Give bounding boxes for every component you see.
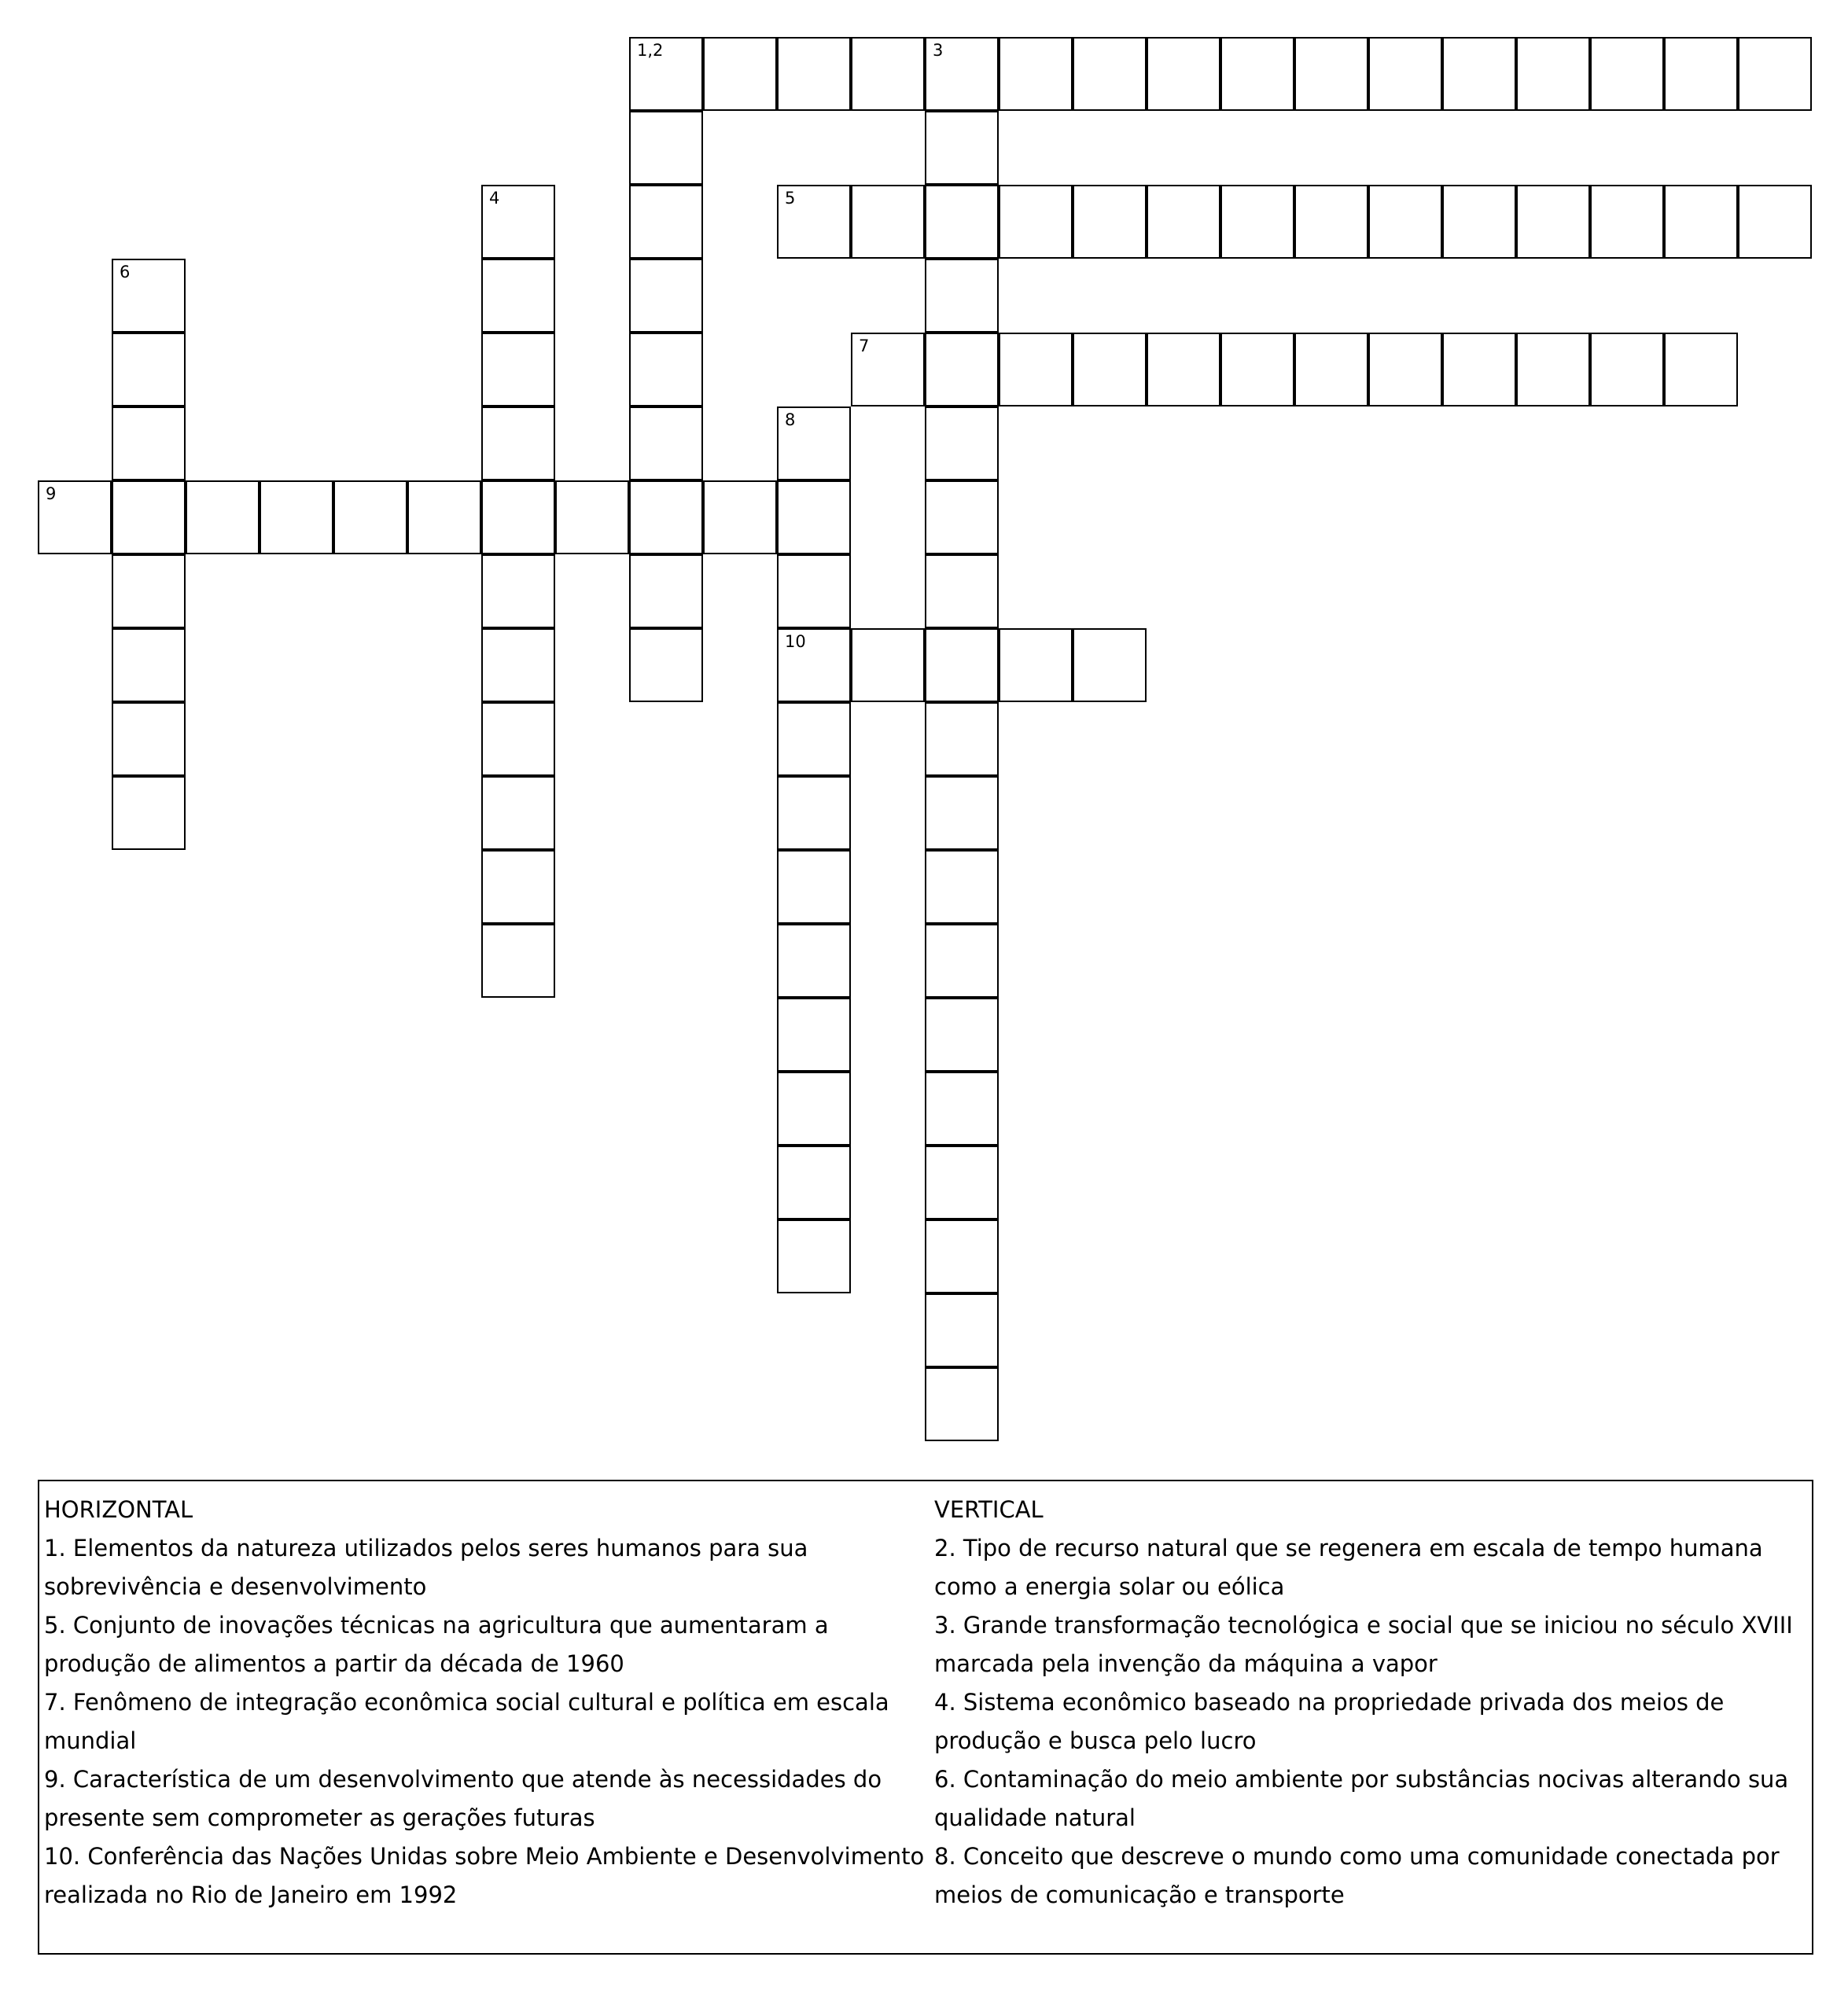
grid-cell[interactable] [1664, 333, 1738, 406]
grid-cell[interactable] [777, 1072, 851, 1146]
clue-number: 8 [785, 410, 796, 429]
grid-cell[interactable] [481, 259, 555, 333]
grid-cell[interactable] [629, 185, 703, 259]
grid-cell[interactable] [1294, 185, 1368, 259]
horizontal-title: HORIZONTAL [44, 1496, 193, 1523]
grid-cell[interactable] [112, 480, 186, 554]
grid-cell[interactable] [925, 480, 999, 554]
grid-cell[interactable] [1368, 185, 1442, 259]
grid-cell[interactable] [1368, 333, 1442, 406]
grid-cell[interactable] [1147, 185, 1220, 259]
grid-cell[interactable] [481, 185, 555, 259]
grid-cell[interactable] [777, 776, 851, 850]
grid-cell[interactable] [851, 37, 925, 111]
grid-cell[interactable] [1664, 37, 1738, 111]
grid-cell[interactable] [1147, 333, 1220, 406]
clue-vertical-4: 4. Sistema econômico baseado na propriedade privada dos meios de produção e busca pelo lucro [934, 1689, 1725, 1754]
clue-horizontal-1: 1. Elementos da natureza utilizados pelos seres humanos para sua sobrevivência e desenvolvimento [44, 1535, 808, 1600]
grid-cell[interactable] [925, 111, 999, 185]
grid-cell[interactable] [481, 333, 555, 406]
clue-vertical-6: 6. Contaminação do meio ambiente por substâncias nocivas alterando sua qualidade natural [934, 1766, 1789, 1831]
grid-cell[interactable] [777, 554, 851, 628]
grid-cell[interactable] [112, 628, 186, 702]
grid-cell[interactable] [1442, 185, 1516, 259]
grid-cell[interactable] [1073, 37, 1147, 111]
clue-number: 5 [785, 189, 796, 208]
grid-cell[interactable] [999, 333, 1073, 406]
grid-cell[interactable] [629, 480, 703, 554]
clue-number: 9 [46, 484, 57, 503]
grid-cell[interactable] [777, 1219, 851, 1293]
grid-cell[interactable] [112, 406, 186, 480]
grid-cell[interactable] [629, 333, 703, 406]
grid-cell[interactable] [481, 702, 555, 776]
grid-cell[interactable] [1220, 333, 1294, 406]
grid-cell[interactable] [1368, 37, 1442, 111]
clue-number: 3 [933, 41, 944, 60]
grid-cell[interactable] [1073, 185, 1147, 259]
grid-cell[interactable] [777, 702, 851, 776]
clue-vertical-3: 3. Grande transformação tecnológica e social que se iniciou no século XVIII marcada pela invenção da máquina a vapor [934, 1612, 1793, 1677]
grid-cell[interactable] [1664, 185, 1738, 259]
grid-cell[interactable] [629, 628, 703, 702]
grid-cell[interactable] [555, 480, 629, 554]
grid-cell[interactable] [1147, 37, 1220, 111]
grid-cell[interactable] [851, 185, 925, 259]
grid-cell[interactable] [1220, 185, 1294, 259]
grid-cell[interactable] [925, 850, 999, 924]
grid-cell[interactable] [925, 37, 999, 111]
grid-cell[interactable] [1442, 37, 1516, 111]
clue-horizontal-5: 5. Conjunto de inovações técnicas na agricultura que aumentaram a produção de alimentos a partir da década de 1960 [44, 1612, 829, 1677]
grid-cell[interactable] [1738, 37, 1812, 111]
grid-cell[interactable] [629, 554, 703, 628]
grid-cell[interactable] [1590, 37, 1664, 111]
grid-cell[interactable] [38, 480, 112, 554]
grid-cell[interactable] [481, 924, 555, 998]
grid-cell[interactable] [1073, 333, 1147, 406]
grid-cell[interactable] [925, 998, 999, 1072]
grid-cell[interactable] [260, 480, 333, 554]
grid-cell[interactable] [481, 406, 555, 480]
grid-cell[interactable] [777, 480, 851, 554]
grid-cell[interactable] [925, 1146, 999, 1219]
grid-cell[interactable] [925, 406, 999, 480]
grid-cell[interactable] [112, 554, 186, 628]
grid-cell[interactable] [703, 37, 777, 111]
grid-cell[interactable] [925, 333, 999, 406]
grid-cell[interactable] [1590, 333, 1664, 406]
grid-cell[interactable] [1073, 628, 1147, 702]
grid-cell[interactable] [112, 259, 186, 333]
grid-cell[interactable] [851, 628, 925, 702]
grid-cell[interactable] [925, 924, 999, 998]
clue-number: 10 [785, 632, 806, 651]
grid-cell[interactable] [629, 111, 703, 185]
grid-cell[interactable] [777, 185, 851, 259]
grid-cell[interactable] [1442, 333, 1516, 406]
grid-cell[interactable] [851, 333, 925, 406]
grid-cell[interactable] [925, 554, 999, 628]
grid-cell[interactable] [999, 628, 1073, 702]
clue-vertical-2: 2. Tipo de recurso natural que se regenera em escala de tempo humana como a energia solar ou eólica [934, 1535, 1763, 1600]
grid-cell[interactable] [999, 37, 1073, 111]
grid-cell[interactable] [925, 1367, 999, 1441]
grid-cell[interactable] [112, 776, 186, 850]
vertical-title: VERTICAL [934, 1496, 1044, 1523]
grid-cell[interactable] [629, 406, 703, 480]
grid-cell[interactable] [112, 333, 186, 406]
grid-cell[interactable] [1516, 37, 1590, 111]
clue-number: 7 [859, 337, 870, 355]
grid-cell[interactable] [925, 702, 999, 776]
grid-cell[interactable] [186, 480, 260, 554]
grid-cell[interactable] [777, 924, 851, 998]
grid-cell[interactable] [333, 480, 407, 554]
grid-cell[interactable] [112, 702, 186, 776]
clue-horizontal-9: 9. Característica de um desenvolvimento que atende às necessidades do presente sem comprometer as gerações futuras [44, 1766, 882, 1831]
clue-vertical-8: 8. Conceito que descreve o mundo como uma comunidade conectada por meios de comunicação e transporte [934, 1843, 1780, 1908]
grid-cell[interactable] [481, 554, 555, 628]
grid-cell[interactable] [925, 1293, 999, 1367]
grid-cell[interactable] [925, 185, 999, 259]
clue-horizontal-10: 10. Conferência das Nações Unidas sobre Meio Ambiente e Desenvolvimento realizada no Rio de Janeiro em 1992 [44, 1843, 925, 1908]
grid-cell[interactable] [777, 850, 851, 924]
grid-cell[interactable] [629, 259, 703, 333]
grid-cell[interactable] [1294, 333, 1368, 406]
vertical-clues [934, 1491, 1807, 1915]
clue-number: 4 [489, 189, 500, 208]
grid-cell[interactable] [1516, 333, 1590, 406]
grid-cell[interactable] [481, 776, 555, 850]
grid-cell[interactable] [925, 776, 999, 850]
grid-cell[interactable] [925, 1072, 999, 1146]
grid-cell[interactable] [1590, 185, 1664, 259]
grid-cell[interactable] [925, 628, 999, 702]
grid-cell[interactable] [629, 37, 703, 111]
grid-cell[interactable] [1516, 185, 1590, 259]
grid-cell[interactable] [407, 480, 481, 554]
grid-cell[interactable] [481, 850, 555, 924]
clue-number: 6 [120, 263, 131, 281]
horizontal-clues [44, 1491, 925, 1915]
grid-cell[interactable] [999, 185, 1073, 259]
grid-cell[interactable] [1738, 185, 1812, 259]
grid-cell[interactable] [1220, 37, 1294, 111]
grid-cell[interactable] [777, 998, 851, 1072]
grid-cell[interactable] [777, 1146, 851, 1219]
grid-cell[interactable] [925, 1219, 999, 1293]
grid-cell[interactable] [703, 480, 777, 554]
grid-cell[interactable] [481, 480, 555, 554]
grid-cell[interactable] [1294, 37, 1368, 111]
clues-box [38, 1480, 1813, 1955]
clue-number: 1,2 [637, 41, 664, 60]
grid-cell[interactable] [481, 628, 555, 702]
grid-cell[interactable] [777, 406, 851, 480]
grid-cell[interactable] [777, 37, 851, 111]
clue-horizontal-7: 7. Fenômeno de integração econômica social cultural e política em escala mundial [44, 1689, 889, 1754]
grid-cell[interactable] [925, 259, 999, 333]
grid-cell[interactable] [777, 628, 851, 702]
